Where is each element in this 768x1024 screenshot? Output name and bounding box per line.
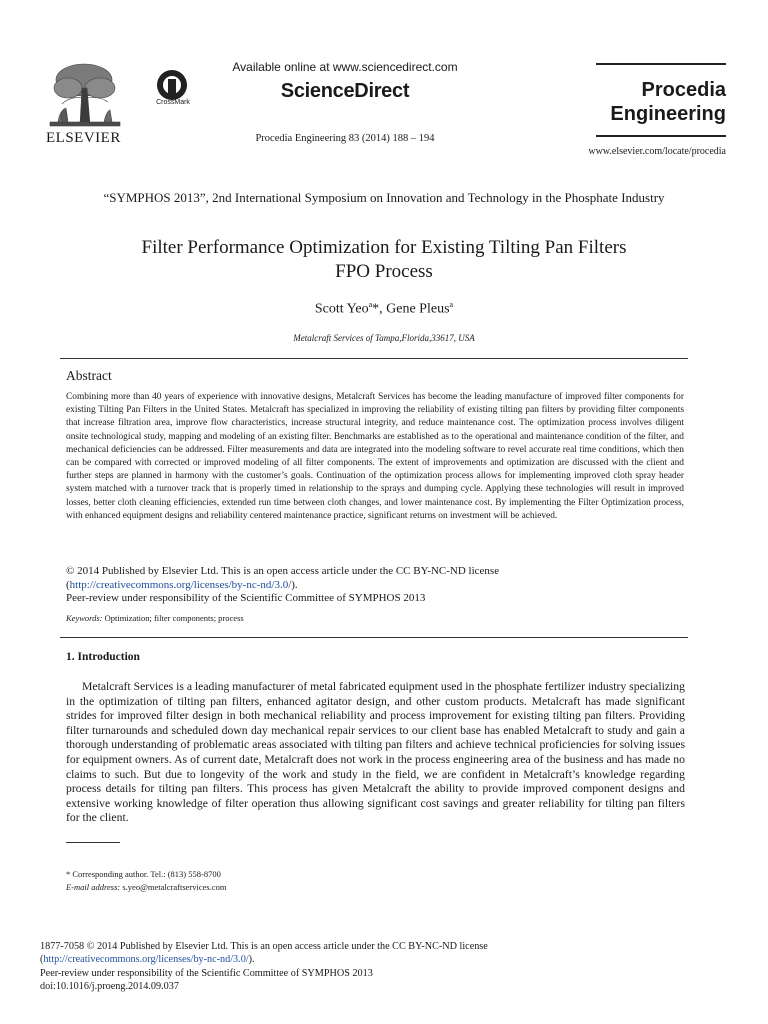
license-url-line <box>66 579 684 593</box>
author-affiliation-marker: a <box>368 300 373 309</box>
affiliation: Metalcraft Services of Tampa,Florida,33617, USA <box>293 333 475 343</box>
doi[interactable]: doi:10.1016/j.proeng.2014.09.037 <box>40 980 179 992</box>
journal-title-line2: Engineering <box>610 103 726 125</box>
author-name: Gene Pleus <box>386 301 450 317</box>
crossmark-label: CrossMark <box>156 99 190 106</box>
paper-title-line1: Filter Performance Optimization for Existing Tilting Pan Filters <box>141 237 627 258</box>
divider <box>60 358 688 359</box>
paren-close: ). <box>291 578 298 591</box>
abstract-heading: Abstract <box>66 368 112 383</box>
journal-title <box>596 78 726 126</box>
peer-review-line: Peer-review under responsibility of the Scientific Committee of SYMPHOS 2013 <box>66 592 426 604</box>
email-address[interactable]: s.yeo@metalcraftservices.com <box>120 882 227 892</box>
keywords-label: Keywords: <box>66 613 103 623</box>
divider <box>60 637 688 638</box>
footnote-divider <box>66 842 120 843</box>
page-footer <box>40 940 728 993</box>
abstract-body: Combining more than 40 years of experience with innovative designs, Metalcraft Services has become the leading manufacture of improved filter components for existing Tilting Pan Filters in the United States. Metalcraft has specialized in improving the reliability of existing tilting pan filters by providing filter components that increase filtration area, improve flow characteristics, increase structural integrity, and reduce maintenance cost. The optimization process involves diligent onsite technological study, mapping and modeling of an existing filter. Benchmarks are established as to the operational and maintenance condition of the filter, and mechanical deficiencies can be addressed. Filter measurements and data are integrated into the modeling software to revel accurate real time conditions, which then can be compared with corrected or improved modeling of all filter components. The extent of improvements and optimization are discussed with the client and further steps are planned in harmony with the customer’s goals. Continuation of the optimization process allows for implementing improved cloth spray header system matched with a turnover track that is properly timed in relationship to the sprays and dumping cycle. Applying these technologies will result in improved losses, better cloth cleaning efficiencies, extended run time between cloth changes, and lower maintenance cost. By implementing the Filter Optimization process, with enhanced equipment designs and reliability centered maintenance practice, significant returns on investment will be achieved. <box>66 392 684 521</box>
license-notice <box>66 565 684 606</box>
author-list <box>40 300 728 318</box>
paren-open: ( <box>66 578 70 591</box>
author-name: Scott Yeo <box>314 301 369 317</box>
email-label: E-mail address: <box>66 882 121 892</box>
paren-open: ( <box>40 954 44 966</box>
journal-title-line1: Procedia <box>641 79 726 101</box>
author-separator: , <box>379 301 387 317</box>
conference-name: “SYMPHOS 2013”, 2nd International Symposium on Innovation and Technology in the Phosphate Industry <box>103 190 665 205</box>
section-heading: 1. Introduction <box>66 651 140 663</box>
email-note <box>66 882 226 892</box>
sciencedirect-logo[interactable]: ScienceDirect <box>280 80 410 102</box>
license-line: © 2014 Published by Elsevier Ltd. This is an open access article under the CC BY-NC-ND license <box>66 565 500 577</box>
footer-license-line: 1877-7058 © 2014 Published by Elsevier Ltd. This is an open access article under the CC BY-NC-ND license <box>40 941 488 952</box>
journal-reference: Procedia Engineering 83 (2014) 188 – 194 <box>255 133 435 144</box>
corresponding-marker: * <box>372 301 380 317</box>
keywords <box>66 613 684 623</box>
journal-url[interactable]: www.elsevier.com/locate/procedia <box>588 146 726 157</box>
footer-license-link[interactable]: http://creativecommons.org/licenses/by-nc-nd/3.0/ <box>43 954 249 966</box>
license-link[interactable]: http://creativecommons.org/licenses/by-nc-nd/3.0/ <box>69 578 292 591</box>
paper-title-line2: FPO Process <box>335 261 433 282</box>
paren-close: ). <box>248 954 255 966</box>
elsevier-wordmark: ELSEVIER <box>46 130 121 146</box>
corresponding-author-note: * Corresponding author. Tel.: (813) 558-8700 <box>66 869 221 879</box>
footer-peer-review: Peer-review under responsibility of the Scientific Committee of SYMPHOS 2013 <box>40 967 373 979</box>
author-affiliation-marker: a <box>449 300 454 309</box>
footer-url-line <box>40 953 728 966</box>
available-online-text: Available online at www.sciencedirect.com <box>232 60 458 74</box>
paper-title <box>40 236 728 284</box>
keywords-list: Optimization; filter components; process <box>102 613 244 623</box>
section-body: Metalcraft Services is a leading manufacturer of metal fabricated equipment used in the phosphate fertilizer industry specializing in the optimization of tilting pan filters, enhanced agitator design, and other custom products. Metalcraft has made significant strides for improved filter design in both mechanical reliability and process improvement for existing tilting pan filters. Providing filter turnarounds and scheduled down day mechanical repair services to our client base has enabled Metalcraft to study and gain a thorough understanding of problematic areas associated with tilting pan filters and achieve technical proficiencies for solving issues for equipment owners. As of current date, Metalcraft does not work in the process engineering area of the business and has made no claims to such. But due to longevity of the work and study in the field, we are confident in Metalcraft’s knowledge regarding process details for tilting pan filters. This process has given Metalcraft the ability to provide improved component designs and extensive working knowledge of filter operation thus allowing significant cost savings and greater reliability for tilting pan filters for the client. <box>66 680 685 825</box>
